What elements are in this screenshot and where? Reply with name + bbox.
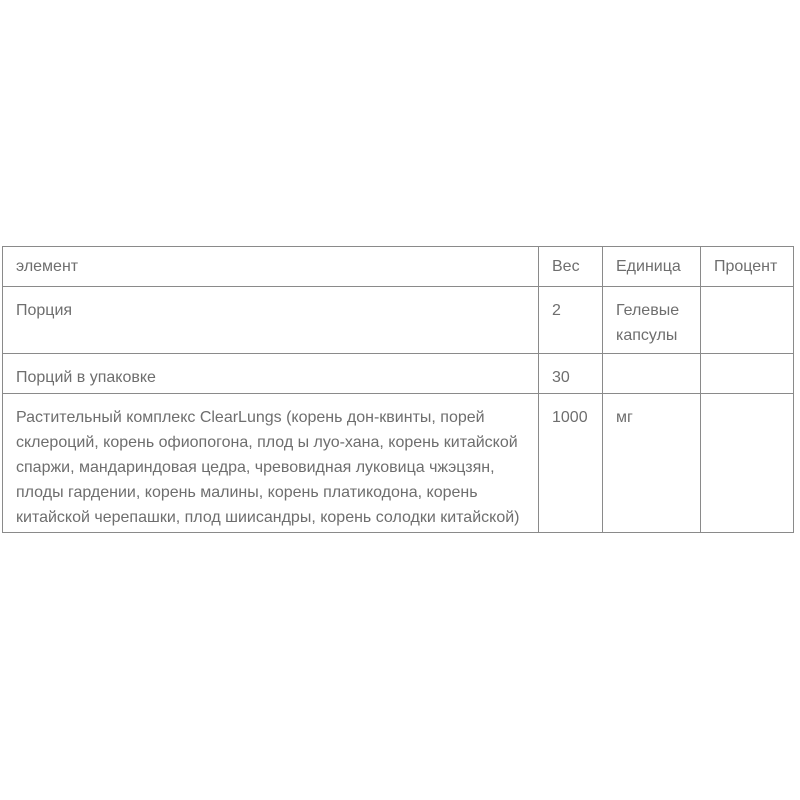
cell-unit: Гелевые капсулы — [603, 287, 701, 354]
table-header-row — [3, 247, 794, 287]
cell-unit: мг — [603, 394, 701, 533]
column-header-weight: Вес — [539, 247, 603, 287]
cell-element: Порций в упаковке — [3, 354, 539, 394]
cell-percent — [701, 354, 794, 394]
cell-weight: 1000 — [539, 394, 603, 533]
cell-percent — [701, 287, 794, 354]
cell-weight: 30 — [539, 354, 603, 394]
cell-element: Растительный комплекс ClearLungs (корень дон-квинты, порей склероций, корень офиопогона, плод ы луо-хана, корень китайской спаржи, мандариндовая цедра, чревовидная луковица чжэцзян, плоды гардении, корень малины, корень платикодона, корень китайской черепашки, плод шиисандры, корень солодки китайской) — [3, 394, 539, 533]
cell-element: Порция — [3, 287, 539, 354]
cell-weight: 2 — [539, 287, 603, 354]
table-row-serving — [3, 287, 794, 354]
cell-percent — [701, 394, 794, 533]
column-header-element: элемент — [3, 247, 539, 287]
supplement-facts-table — [2, 246, 794, 533]
table-row-servings-per-pack — [3, 354, 794, 394]
column-header-percent: Процент — [701, 247, 794, 287]
column-header-unit: Единица — [603, 247, 701, 287]
table-row-herbal-complex — [3, 394, 794, 533]
cell-unit — [603, 354, 701, 394]
